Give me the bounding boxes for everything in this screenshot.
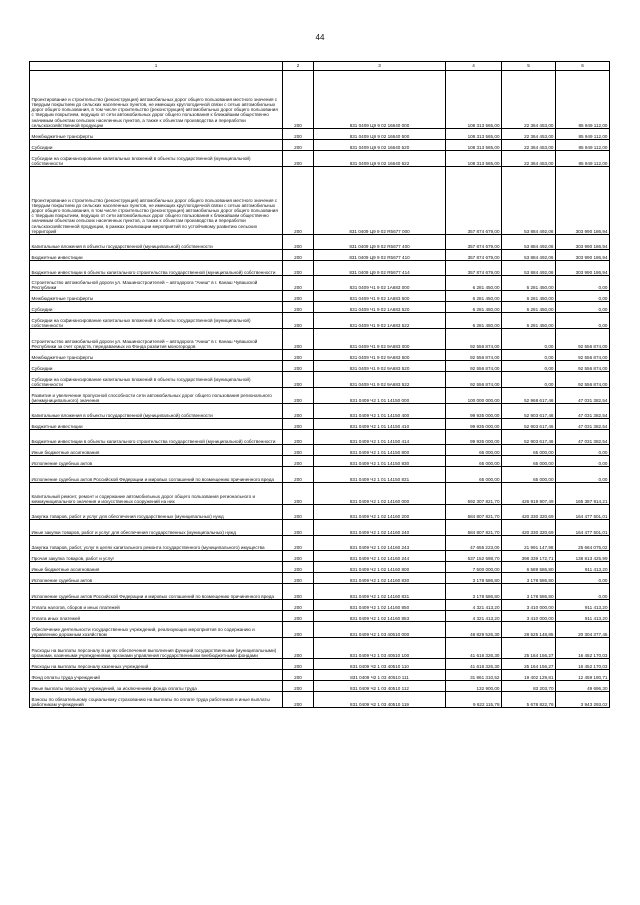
row-classification-code: 831 0409 Ч2 1 01 14150 400 xyxy=(314,404,446,419)
table-row xyxy=(30,388,610,404)
row-unexecuted-amount: 911 413,20 xyxy=(556,562,610,573)
row-classification-code: 831 0409 Ч1 9 02 9А683 520 xyxy=(314,361,446,372)
row-line-code: 200 xyxy=(283,129,314,140)
row-line-code: 200 xyxy=(283,622,314,638)
row-approved-amount: 357 874 679,00 xyxy=(446,167,502,235)
row-executed-amount: 3 410 000,00 xyxy=(502,600,556,611)
row-approved-amount: 48 829 526,30 xyxy=(446,622,502,638)
row-approved-amount: 99 935 000,00 xyxy=(446,430,502,445)
row-approved-amount: 108 313 565,00 xyxy=(446,140,502,151)
row-approved-amount: 537 152 598,70 xyxy=(446,551,502,562)
row-unexecuted-amount: 303 990 186,94 xyxy=(556,250,610,261)
row-unexecuted-amount: 12 459 180,71 xyxy=(556,670,610,681)
row-classification-code: 831 0409 Ч2 1 01 14150 000 xyxy=(314,388,446,404)
table-row xyxy=(30,520,610,536)
row-line-code: 200 xyxy=(283,520,314,536)
row-approved-amount: 108 313 565,00 xyxy=(446,71,502,129)
table-row xyxy=(30,302,610,313)
table-row xyxy=(30,329,610,350)
row-name: Взносы по обязательному социальному страхованию на выплаты по оплате труда работников и иные выплаты работникам учреждений xyxy=(30,692,283,708)
row-line-code: 200 xyxy=(283,467,314,483)
row-name: Субсидии xyxy=(30,140,283,151)
row-executed-amount: 25 164 156,27 xyxy=(502,659,556,670)
row-executed-amount: 65 000,00 xyxy=(502,467,556,483)
row-name: Бюджетные инвестиции xyxy=(30,419,283,430)
row-unexecuted-amount: 165 387 914,21 xyxy=(556,483,610,505)
row-name: Капитальные вложения в объекты государственной (муниципальной) собственности xyxy=(30,404,283,419)
row-name: Капитальный ремонт, ремонт и содержание автомобильных дорог общего пользования регионального и межмуниципального значения и искусственных сооружений на них xyxy=(30,483,283,505)
row-classification-code: 831 0409 Ц9 9 02 R5677 000 xyxy=(314,167,446,235)
table-row xyxy=(30,456,610,467)
row-classification-code: 831 0409 Ч2 1 03 40510 110 xyxy=(314,659,446,670)
row-executed-amount: 426 919 907,49 xyxy=(502,483,556,505)
page-number: 44 xyxy=(315,33,325,42)
row-classification-code: 831 0409 Ц9 9 02 16640 000 xyxy=(314,71,446,129)
row-approved-amount: 100 000 000,00 xyxy=(446,388,502,404)
row-classification-code: 831 0409 Ч2 1 03 40510 100 xyxy=(314,638,446,659)
row-executed-amount: 398 339 172,71 xyxy=(502,551,556,562)
table-row xyxy=(30,129,610,140)
row-executed-amount: 420 330 320,69 xyxy=(502,505,556,520)
row-unexecuted-amount: 49 696,30 xyxy=(556,681,610,692)
row-executed-amount: 6 281 450,00 xyxy=(502,291,556,302)
row-executed-amount: 420 330 320,69 xyxy=(502,520,556,536)
row-approved-amount: 65 000,00 xyxy=(446,456,502,467)
row-executed-amount: 0,00 xyxy=(502,329,556,350)
table-row xyxy=(30,151,610,167)
row-name: Проектирование и строительство (реконструкция) автомобильных дорог общего пользования местного значения с твердым покрытием до сельских населенных пунктов, не имеющих круглогодичной связи с сетью автомобильных дорог общего пользования, в том числе строительство (реконструкция) автомобильных дорог общего пользования с твердым покрытием, ведущих от сети автомобильных дорог общего пользования к ближайшим общественно значимым объектам сельских населенных пунктов, а также к объектам производства и переработки сельскохозяйственной продукции, в рамках реализации мероприятий по устойчивому развитию сельских территорий xyxy=(30,167,283,235)
row-executed-amount: 52 903 617,46 xyxy=(502,404,556,419)
row-executed-amount: 83 203,70 xyxy=(502,681,556,692)
row-name: Субсидии на софинансирование капитальных вложений в объекты государственной (муниципальной) собственности xyxy=(30,372,283,388)
row-approved-amount: 592 307 821,70 xyxy=(446,483,502,505)
header-col-5: 5 xyxy=(502,62,556,71)
row-approved-amount: 92 556 874,00 xyxy=(446,361,502,372)
row-name: Закупка товаров, работ и услуг для обеспечения государственных (муниципальных) нужд xyxy=(30,505,283,520)
row-approved-amount: 92 556 874,00 xyxy=(446,372,502,388)
header-col-4: 4 xyxy=(446,62,502,71)
row-unexecuted-amount: 16 452 170,03 xyxy=(556,638,610,659)
table-row xyxy=(30,372,610,388)
row-line-code: 200 xyxy=(283,456,314,467)
row-executed-amount: 3 410 000,00 xyxy=(502,611,556,622)
row-unexecuted-amount: 0,00 xyxy=(556,313,610,329)
row-classification-code: 831 0409 Ц9 9 02 R5677 414 xyxy=(314,261,446,276)
row-classification-code: 831 0409 Ч2 1 02 14160 243 xyxy=(314,536,446,551)
row-executed-amount: 53 884 492,06 xyxy=(502,261,556,276)
row-line-code: 200 xyxy=(283,372,314,388)
row-classification-code: 831 0409 Ч2 1 03 40510 112 xyxy=(314,681,446,692)
row-approved-amount: 99 935 000,00 xyxy=(446,419,502,430)
row-unexecuted-amount: 47 031 382,54 xyxy=(556,419,610,430)
row-classification-code: 831 0409 Ч2 1 02 14160 244 xyxy=(314,551,446,562)
row-name: Субсидии на софинансирование капитальных вложений в объекты государственной (муниципальной) собственности xyxy=(30,313,283,329)
row-executed-amount: 0,00 xyxy=(502,350,556,361)
row-executed-amount: 53 884 492,06 xyxy=(502,235,556,250)
table-row xyxy=(30,622,610,638)
row-unexecuted-amount: 92 556 874,00 xyxy=(556,350,610,361)
row-unexecuted-amount: 92 556 874,00 xyxy=(556,329,610,350)
row-approved-amount: 108 313 565,00 xyxy=(446,129,502,140)
row-executed-amount: 22 364 453,00 xyxy=(502,151,556,167)
row-line-code: 200 xyxy=(283,681,314,692)
row-line-code: 200 xyxy=(283,536,314,551)
table-row xyxy=(30,419,610,430)
row-name: Иные бюджетные ассигнования xyxy=(30,445,283,456)
row-classification-code: 831 0409 Ч2 1 02 14160 240 xyxy=(314,520,446,536)
row-line-code: 200 xyxy=(283,151,314,167)
row-approved-amount: 9 622 115,78 xyxy=(446,692,502,708)
row-executed-amount: 22 364 453,00 xyxy=(502,140,556,151)
table-row xyxy=(30,483,610,505)
table-row xyxy=(30,445,610,456)
row-classification-code: 831 0409 Ч1 9 02 9А683 500 xyxy=(314,350,446,361)
row-name: Развитие и увеличение пропускной способности сети автомобильных дорог общего пользования регионального (межмуниципального) значения xyxy=(30,388,283,404)
row-line-code: 200 xyxy=(283,483,314,505)
row-approved-amount: 3 178 586,80 xyxy=(446,584,502,600)
row-executed-amount: 65 000,00 xyxy=(502,456,556,467)
table-row xyxy=(30,313,610,329)
row-line-code: 200 xyxy=(283,291,314,302)
table-row xyxy=(30,681,610,692)
row-unexecuted-amount: 911 413,20 xyxy=(556,611,610,622)
row-unexecuted-amount: 164 477 501,01 xyxy=(556,505,610,520)
row-name: Бюджетные инвестиции в объекты капитального строительства государственной (муниципальной) собственности xyxy=(30,430,283,445)
row-unexecuted-amount: 47 031 382,54 xyxy=(556,388,610,404)
row-unexecuted-amount: 85 949 112,00 xyxy=(556,151,610,167)
row-name: Уплата иных платежей xyxy=(30,611,283,622)
row-classification-code: 831 0409 Ч1 9 02 1А683 500 xyxy=(314,291,446,302)
row-name: Бюджетные инвестиции в объекты капитального строительства государственной (муниципальной) собственности xyxy=(30,261,283,276)
row-approved-amount: 357 874 679,00 xyxy=(446,261,502,276)
row-executed-amount: 53 884 492,06 xyxy=(502,250,556,261)
row-line-code: 200 xyxy=(283,329,314,350)
row-approved-amount: 31 861 310,52 xyxy=(446,670,502,681)
row-executed-amount: 65 000,00 xyxy=(502,445,556,456)
row-executed-amount: 3 178 586,80 xyxy=(502,584,556,600)
row-classification-code: 831 0409 Ч2 1 02 14160 853 xyxy=(314,611,446,622)
row-executed-amount: 52 968 617,46 xyxy=(502,388,556,404)
table-row xyxy=(30,261,610,276)
row-unexecuted-amount: 303 990 186,94 xyxy=(556,261,610,276)
row-line-code: 200 xyxy=(283,419,314,430)
row-name: Иные выплаты персоналу учреждений, за исключением фонда оплаты труда xyxy=(30,681,283,692)
row-unexecuted-amount: 0,00 xyxy=(556,302,610,313)
row-line-code: 200 xyxy=(283,638,314,659)
row-executed-amount: 21 991 147,98 xyxy=(502,536,556,551)
row-approved-amount: 99 935 000,00 xyxy=(446,404,502,419)
row-name: Прочая закупка товаров, работ и услуг xyxy=(30,551,283,562)
table-row xyxy=(30,659,610,670)
row-name: Проектирование и строительство (реконструкция) автомобильных дорог общего пользования местного значения с твердым покрытием до сельских населенных пунктов, не имеющих круглогодичной связи с сетью автомобильных дорог общего пользования, в том числе строительство (реконструкция) автомобильных дорог общего пользования с твердым покрытием, ведущих от сети автомобильных дорог общего пользования к ближайшим общественно значимым объектам сельских населенных пунктов, а также к объектам производства и переработки сельскохозяйственной продукции xyxy=(30,71,283,129)
table-row xyxy=(30,167,610,235)
table-row xyxy=(30,638,610,659)
row-name: Фонд оплаты труда учреждений xyxy=(30,670,283,681)
row-line-code: 200 xyxy=(283,505,314,520)
row-unexecuted-amount: 911 413,20 xyxy=(556,600,610,611)
row-approved-amount: 41 616 326,30 xyxy=(446,638,502,659)
row-executed-amount: 53 884 492,06 xyxy=(502,167,556,235)
row-line-code: 200 xyxy=(283,692,314,708)
row-classification-code: 831 0409 Ч2 1 03 40510 000 xyxy=(314,622,446,638)
row-classification-code: 831 0409 Ч2 1 02 14160 800 xyxy=(314,562,446,573)
row-unexecuted-amount: 0,00 xyxy=(556,467,610,483)
row-unexecuted-amount: 47 031 382,54 xyxy=(556,404,610,419)
table-row xyxy=(30,291,610,302)
row-name: Субсидии на софинансирование капитальных вложений в объекты государственной (муниципальной) собственности xyxy=(30,151,283,167)
row-classification-code: 831 0409 Ч2 1 02 14160 830 xyxy=(314,573,446,584)
row-classification-code: 831 0409 Ч2 1 01 14150 414 xyxy=(314,430,446,445)
table-row xyxy=(30,600,610,611)
row-classification-code: 831 0409 Ч1 9 02 9А683 522 xyxy=(314,372,446,388)
row-classification-code: 831 0409 Ц9 9 02 16640 520 xyxy=(314,140,446,151)
row-line-code: 200 xyxy=(283,659,314,670)
table-row xyxy=(30,536,610,551)
row-unexecuted-amount: 92 556 874,00 xyxy=(556,372,610,388)
row-unexecuted-amount: 20 304 377,45 xyxy=(556,622,610,638)
row-name: Закупка товаров, работ, услуг в целях капитального ремонта государственного (муниципального) имущества xyxy=(30,536,283,551)
row-unexecuted-amount: 3 943 293,02 xyxy=(556,692,610,708)
row-unexecuted-amount: 85 949 112,00 xyxy=(556,71,610,129)
row-approved-amount: 6 281 450,00 xyxy=(446,291,502,302)
table-row xyxy=(30,505,610,520)
row-name: Межбюджетные трансферты xyxy=(30,350,283,361)
row-approved-amount: 357 874 679,00 xyxy=(446,235,502,250)
row-line-code: 200 xyxy=(283,276,314,291)
row-classification-code: 831 0409 Ч2 1 01 14150 410 xyxy=(314,419,446,430)
row-name: Иные закупки товаров, работ и услуг для обеспечения государственных (муниципальных) нужд xyxy=(30,520,283,536)
row-classification-code: 831 0409 Ч2 1 02 14160 831 xyxy=(314,584,446,600)
row-executed-amount: 19 402 129,81 xyxy=(502,670,556,681)
header-col-3: 3 xyxy=(314,62,446,71)
row-unexecuted-amount: 85 949 112,00 xyxy=(556,129,610,140)
row-executed-amount: 28 525 148,85 xyxy=(502,622,556,638)
row-line-code: 200 xyxy=(283,670,314,681)
table-row xyxy=(30,71,610,129)
header-col-1: 1 xyxy=(30,62,283,71)
row-approved-amount: 92 556 874,00 xyxy=(446,350,502,361)
row-executed-amount: 6 281 450,00 xyxy=(502,302,556,313)
row-name: Строительство автомобильной дороги ул. Машиностроителей – автодорога "Аниш" в г. Канаш Чувашской Республики за счет средств, передаваемых из Фонда развития моногородов xyxy=(30,329,283,350)
row-approved-amount: 6 281 450,00 xyxy=(446,276,502,291)
row-classification-code: 831 0409 Ч2 1 03 40510 111 xyxy=(314,670,446,681)
row-line-code: 200 xyxy=(283,313,314,329)
row-classification-code: 831 0409 Ц9 9 02 R5677 400 xyxy=(314,235,446,250)
table-row xyxy=(30,276,610,291)
row-approved-amount: 41 616 326,30 xyxy=(446,659,502,670)
row-name: Субсидии xyxy=(30,302,283,313)
table-row xyxy=(30,692,610,708)
row-line-code: 200 xyxy=(283,250,314,261)
row-approved-amount: 357 874 679,00 xyxy=(446,250,502,261)
row-approved-amount: 65 000,00 xyxy=(446,445,502,456)
row-unexecuted-amount: 0,00 xyxy=(556,291,610,302)
row-executed-amount: 6 281 450,00 xyxy=(502,313,556,329)
row-executed-amount: 25 164 156,27 xyxy=(502,638,556,659)
row-line-code: 200 xyxy=(283,562,314,573)
row-approved-amount: 47 655 223,00 xyxy=(446,536,502,551)
row-line-code: 200 xyxy=(283,71,314,129)
row-name: Иные бюджетные ассигнования xyxy=(30,562,283,573)
row-line-code: 200 xyxy=(283,573,314,584)
table-row xyxy=(30,361,610,372)
row-name: Уплата налогов, сборов и иных платежей xyxy=(30,600,283,611)
row-name: Расходы на выплаты персоналу казенных учреждений xyxy=(30,659,283,670)
row-classification-code: 831 0409 Ч2 1 01 14150 831 xyxy=(314,467,446,483)
row-classification-code: 831 0409 Ч2 1 02 14160 850 xyxy=(314,600,446,611)
row-approved-amount: 65 000,00 xyxy=(446,467,502,483)
row-unexecuted-amount: 138 813 425,99 xyxy=(556,551,610,562)
table-row xyxy=(30,562,610,573)
row-approved-amount: 584 807 821,70 xyxy=(446,505,502,520)
table-row xyxy=(30,551,610,562)
table-row xyxy=(30,404,610,419)
row-name: Межбюджетные трансферты xyxy=(30,129,283,140)
row-unexecuted-amount: 92 556 874,00 xyxy=(556,361,610,372)
row-approved-amount: 584 807 821,70 xyxy=(446,520,502,536)
row-unexecuted-amount: 47 031 382,54 xyxy=(556,430,610,445)
row-executed-amount: 22 364 453,00 xyxy=(502,129,556,140)
row-executed-amount: 22 364 453,00 xyxy=(502,71,556,129)
row-unexecuted-amount: 0,00 xyxy=(556,445,610,456)
row-line-code: 200 xyxy=(283,600,314,611)
row-classification-code: 831 0409 Ч2 1 02 14160 000 xyxy=(314,483,446,505)
table-row xyxy=(30,250,610,261)
row-executed-amount: 5 678 822,76 xyxy=(502,692,556,708)
table-row xyxy=(30,584,610,600)
row-line-code: 200 xyxy=(283,445,314,456)
row-line-code: 200 xyxy=(283,611,314,622)
row-approved-amount: 92 556 874,00 xyxy=(446,329,502,350)
header-col-2: 2 xyxy=(283,62,314,71)
row-name: Обеспечение деятельности государственных учреждений, реализующих мероприятия по содержанию и управлению дорожным хозяйством xyxy=(30,622,283,638)
table-row xyxy=(30,611,610,622)
row-approved-amount: 6 281 450,00 xyxy=(446,313,502,329)
row-classification-code: 831 0409 Ч1 9 02 1А683 520 xyxy=(314,302,446,313)
row-name: Расходы на выплаты персоналу в целях обеспечения выполнения функций государственными (муниципальными) органами, казенными учреждениями, органами управления государственными внебюджетными фондами xyxy=(30,638,283,659)
row-line-code: 200 xyxy=(283,361,314,372)
row-line-code: 200 xyxy=(283,404,314,419)
row-approved-amount: 4 321 413,20 xyxy=(446,600,502,611)
row-name: Субсидии xyxy=(30,361,283,372)
row-classification-code: 831 0409 Ч1 9 02 9А683 000 xyxy=(314,329,446,350)
row-line-code: 200 xyxy=(283,235,314,250)
row-classification-code: 831 0409 Ч1 9 02 1А683 522 xyxy=(314,313,446,329)
row-name: Строительство автомобильной дороги ул. Машиностроителей – автодорога "Аниш" в г. Канаш Чувашской Республики xyxy=(30,276,283,291)
table-row xyxy=(30,573,610,584)
row-unexecuted-amount: 25 664 075,02 xyxy=(556,536,610,551)
row-classification-code: 831 0409 Ч2 1 03 40510 119 xyxy=(314,692,446,708)
table-row xyxy=(30,235,610,250)
row-unexecuted-amount: 303 990 186,94 xyxy=(556,235,610,250)
row-approved-amount: 108 313 565,00 xyxy=(446,151,502,167)
table-row xyxy=(30,140,610,151)
row-approved-amount: 3 178 586,80 xyxy=(446,573,502,584)
table-header-row xyxy=(30,62,610,71)
row-line-code: 200 xyxy=(283,302,314,313)
row-approved-amount: 4 321 413,20 xyxy=(446,611,502,622)
row-line-code: 200 xyxy=(283,584,314,600)
row-line-code: 200 xyxy=(283,167,314,235)
row-line-code: 200 xyxy=(283,261,314,276)
row-name: Исполнение судебных актов xyxy=(30,456,283,467)
row-line-code: 200 xyxy=(283,430,314,445)
row-classification-code: 831 0409 Ц9 9 02 R5677 410 xyxy=(314,250,446,261)
header-col-6: 6 xyxy=(556,62,610,71)
row-executed-amount: 6 281 450,00 xyxy=(502,276,556,291)
row-line-code: 200 xyxy=(283,388,314,404)
row-executed-amount: 0,00 xyxy=(502,361,556,372)
row-classification-code: 831 0409 Ч2 1 01 14150 800 xyxy=(314,445,446,456)
row-unexecuted-amount: 164 477 501,01 xyxy=(556,520,610,536)
row-name: Межбюджетные трансферты xyxy=(30,291,283,302)
table-row xyxy=(30,430,610,445)
table-row xyxy=(30,350,610,361)
row-classification-code: 831 0409 Ч1 9 02 1А683 000 xyxy=(314,276,446,291)
row-unexecuted-amount: 0,00 xyxy=(556,456,610,467)
row-unexecuted-amount: 85 949 112,00 xyxy=(556,140,610,151)
row-approved-amount: 132 900,00 xyxy=(446,681,502,692)
row-name: Бюджетные инвестиции xyxy=(30,250,283,261)
table-row xyxy=(30,670,610,681)
row-unexecuted-amount: 0,00 xyxy=(556,573,610,584)
row-name: Исполнение судебных актов Российской Федерации и мировых соглашений по возмещению причиненного вреда xyxy=(30,467,283,483)
row-executed-amount: 52 903 617,46 xyxy=(502,430,556,445)
row-classification-code: 831 0409 Ч2 1 02 14160 200 xyxy=(314,505,446,520)
row-executed-amount: 52 903 617,46 xyxy=(502,419,556,430)
row-name: Капитальные вложения в объекты государственной (муниципальной) собственности xyxy=(30,235,283,250)
row-name: Исполнение судебных актов xyxy=(30,573,283,584)
row-unexecuted-amount: 303 990 186,94 xyxy=(556,167,610,235)
row-executed-amount: 3 178 586,80 xyxy=(502,573,556,584)
row-line-code: 200 xyxy=(283,551,314,562)
row-unexecuted-amount: 0,00 xyxy=(556,276,610,291)
row-unexecuted-amount: 0,00 xyxy=(556,584,610,600)
row-unexecuted-amount: 16 452 170,03 xyxy=(556,659,610,670)
row-line-code: 200 xyxy=(283,350,314,361)
row-approved-amount: 6 281 450,00 xyxy=(446,302,502,313)
row-classification-code: 831 0409 Ц9 9 02 16640 522 xyxy=(314,151,446,167)
row-classification-code: 831 0409 Ч2 1 01 14150 830 xyxy=(314,456,446,467)
row-executed-amount: 0,00 xyxy=(502,372,556,388)
row-executed-amount: 6 589 586,80 xyxy=(502,562,556,573)
row-name: Исполнение судебных актов Российской Федерации и мировых соглашений по возмещению причиненного вреда xyxy=(30,584,283,600)
table-row xyxy=(30,467,610,483)
row-classification-code: 831 0409 Ц9 9 02 16640 500 xyxy=(314,129,446,140)
row-approved-amount: 7 500 000,00 xyxy=(446,562,502,573)
budget-table xyxy=(29,61,610,708)
row-line-code: 200 xyxy=(283,140,314,151)
